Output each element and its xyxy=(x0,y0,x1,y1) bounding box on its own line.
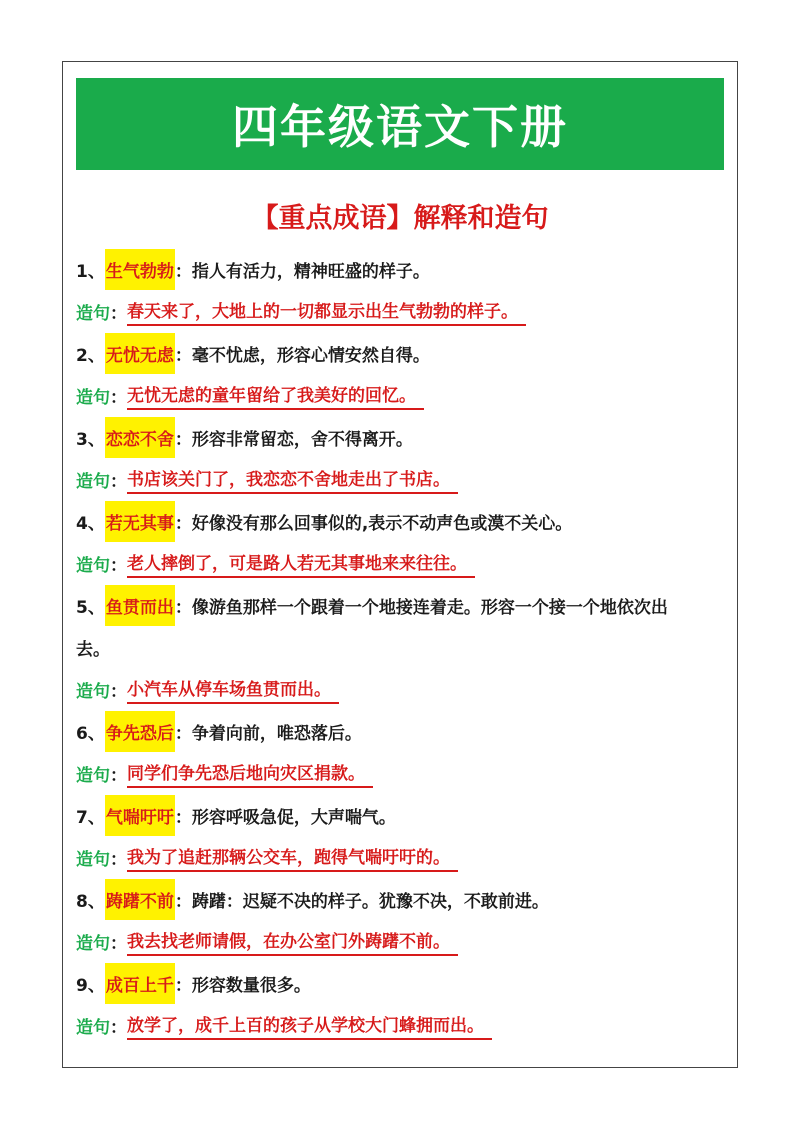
idiom-definition: 争着向前，唯恐落后。 xyxy=(191,723,362,744)
idiom-definition: 像游鱼那样一个跟着一个地接连着走。形容一个接一个地依次出 xyxy=(191,597,668,618)
idiom-definition-row xyxy=(76,332,736,374)
sentence-label: 造句 xyxy=(76,387,110,408)
sentence-label: 造句 xyxy=(76,849,110,870)
idiom-definition: 形容非常留恋，舍不得离开。 xyxy=(191,429,413,450)
example-sentence-row xyxy=(76,920,736,962)
item-number: 1、 xyxy=(76,261,105,282)
sentence-label: 造句 xyxy=(76,303,110,324)
colon: ： xyxy=(174,429,192,450)
colon: ： xyxy=(110,303,127,324)
example-sentence-row xyxy=(76,1004,736,1046)
colon: ： xyxy=(110,471,127,492)
item-number: 5、 xyxy=(76,597,105,618)
idiom-highlight: 气喘吁吁 xyxy=(105,795,175,836)
colon: ： xyxy=(110,387,127,408)
example-sentence-row xyxy=(76,374,736,416)
idiom-definition: 形容数量很多。 xyxy=(191,975,311,996)
idiom-definition-row xyxy=(76,416,736,458)
colon: ： xyxy=(174,723,192,744)
example-sentence-row xyxy=(76,458,736,500)
idiom-definition-row xyxy=(76,794,736,836)
item-number: 2、 xyxy=(76,345,105,366)
example-sentence: 无忧无虑的童年留给了我美好的回忆。 xyxy=(127,381,424,410)
item-number: 4、 xyxy=(76,513,105,534)
idiom-highlight: 恋恋不舍 xyxy=(105,417,175,458)
colon: ： xyxy=(174,261,192,282)
example-sentence: 我为了追赶那辆公交车，跑得气喘吁吁的。 xyxy=(127,843,458,872)
example-sentence: 小汽车从停车场鱼贯而出。 xyxy=(127,675,339,704)
item-number: 9、 xyxy=(76,975,105,996)
idiom-definition-continuation xyxy=(76,626,736,668)
sentence-label: 造句 xyxy=(76,933,110,954)
colon: ： xyxy=(110,681,127,702)
colon: ： xyxy=(174,891,192,912)
example-sentence: 书店该关门了，我恋恋不舍地走出了书店。 xyxy=(127,465,458,494)
colon: ： xyxy=(174,975,192,996)
example-sentence: 放学了，成千上百的孩子从学校大门蜂拥而出。 xyxy=(127,1011,492,1040)
colon: ： xyxy=(110,555,127,576)
idiom-definition-row xyxy=(76,710,736,752)
idiom-definition: 指人有活力，精神旺盛的样子。 xyxy=(191,261,430,282)
example-sentence-row xyxy=(76,836,736,878)
idiom-highlight: 成百上千 xyxy=(105,963,175,1004)
colon: ： xyxy=(110,1017,127,1038)
colon: ： xyxy=(110,933,127,954)
example-sentence-row xyxy=(76,542,736,584)
idiom-definition-row xyxy=(76,584,736,626)
idiom-highlight: 争先恐后 xyxy=(105,711,175,752)
idiom-definition-row xyxy=(76,500,736,542)
colon: ： xyxy=(174,513,192,534)
idiom-definition-row xyxy=(76,878,736,920)
colon: ： xyxy=(174,597,192,618)
colon: ： xyxy=(110,765,127,786)
sentence-label: 造句 xyxy=(76,1017,110,1038)
item-number: 7、 xyxy=(76,807,105,828)
example-sentence-row xyxy=(76,290,736,332)
idiom-definition: 形容呼吸急促，大声喘气。 xyxy=(191,807,396,828)
idiom-highlight: 生气勃勃 xyxy=(105,249,175,290)
example-sentence: 我去找老师请假，在办公室门外踌躇不前。 xyxy=(127,927,458,956)
item-number: 8、 xyxy=(76,891,105,912)
idiom-definition: 踌躇：迟疑不决的样子。犹豫不决，不敢前进。 xyxy=(191,891,549,912)
idiom-list xyxy=(76,248,736,1046)
idiom-definition-row xyxy=(76,248,736,290)
sentence-label: 造句 xyxy=(76,555,110,576)
colon: ： xyxy=(174,807,192,828)
sentence-label: 造句 xyxy=(76,471,110,492)
idiom-definition-cont: 去。 xyxy=(76,639,110,660)
idiom-definition-row xyxy=(76,962,736,1004)
example-sentence: 老人摔倒了，可是路人若无其事地来来往往。 xyxy=(127,549,475,578)
idiom-definition: 好像没有那么回事似的,表示不动声色或漠不关心。 xyxy=(191,513,573,534)
idiom-highlight: 踌躇不前 xyxy=(105,879,175,920)
colon: ： xyxy=(174,345,192,366)
example-sentence-row xyxy=(76,668,736,710)
example-sentence: 同学们争先恐后地向灾区捐款。 xyxy=(127,759,373,788)
page-subtitle: 【重点成语】解释和造句 xyxy=(251,203,549,234)
example-sentence: 春天来了，大地上的一切都显示出生气勃勃的样子。 xyxy=(127,297,526,326)
idiom-highlight: 无忧无虑 xyxy=(105,333,175,374)
page-title: 四年级语文下册 xyxy=(76,78,724,170)
sentence-label: 造句 xyxy=(76,681,110,702)
example-sentence-row xyxy=(76,752,736,794)
item-number: 3、 xyxy=(76,429,105,450)
idiom-definition: 毫不忧虑，形容心情安然自得。 xyxy=(191,345,430,366)
idiom-highlight: 若无其事 xyxy=(105,501,175,542)
idiom-highlight: 鱼贯而出 xyxy=(105,585,175,626)
colon: ： xyxy=(110,849,127,870)
item-number: 6、 xyxy=(76,723,105,744)
sentence-label: 造句 xyxy=(76,765,110,786)
